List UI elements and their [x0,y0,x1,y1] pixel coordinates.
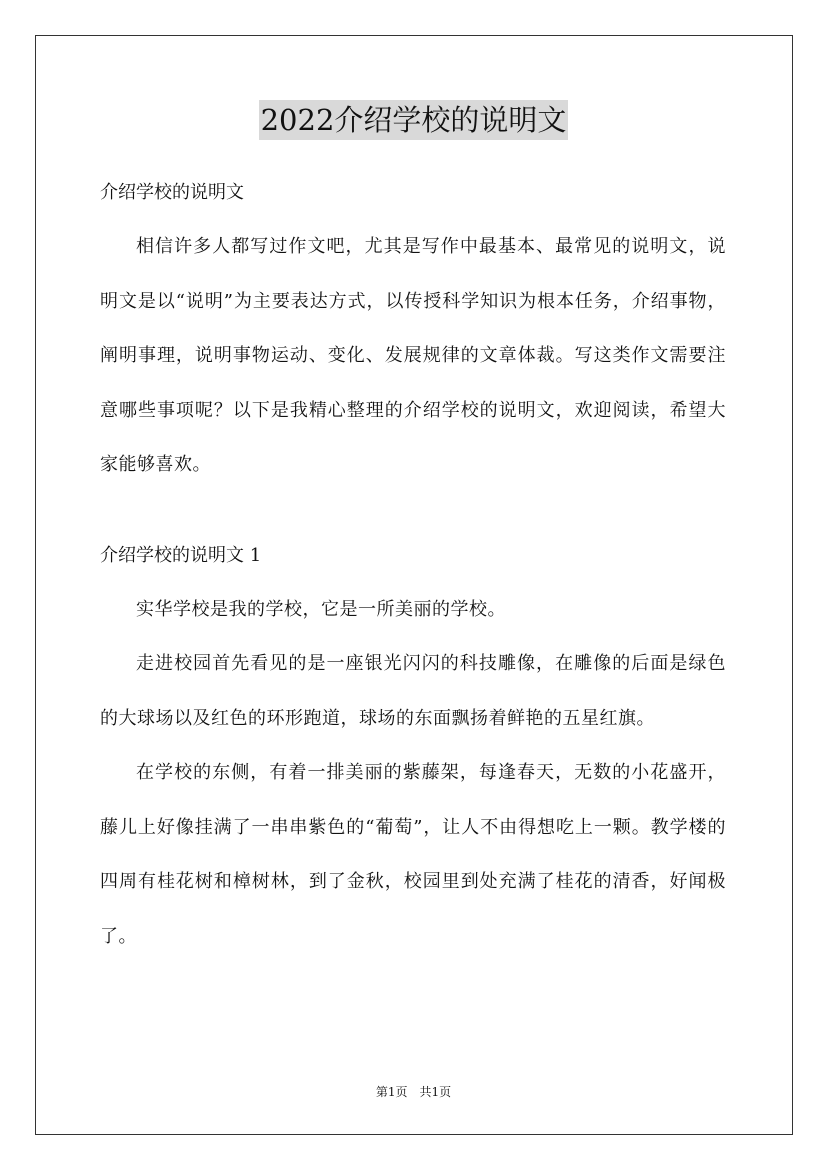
document-title[interactable]: 2022介绍学校的说明文 [259,100,569,140]
document-body [100,170,726,964]
section-1-paragraph[interactable]: 实华学校是我的学校，它是一所美丽的学校。 [136,598,506,620]
section-1-paragraph[interactable]: 走进校园首先看见的是一座银光闪闪的科技雕像，在雕像的后面是绿色的大球场以及红色的环形跑道，球场的东面飘扬着鲜艳的五星红旗。 [100,653,726,729]
section-1-heading[interactable]: 介绍学校的说明文 1 [100,544,262,566]
section-spacer [100,493,726,529]
page-number-footer: 第1页 共1页 [375,1085,452,1099]
title-container [0,100,827,140]
intro-heading[interactable]: 介绍学校的说明文 [100,182,244,203]
section-1-paragraph[interactable]: 在学校的东侧，有着一排美丽的紫藤架，每逢春天，无数的小花盛开，藤儿上好像挂满了一串串紫色的“葡萄”，让人不由得想吃上一颗。教学楼的四周有桂花树和樟树林，到了金秋，校园里到处充满了桂花的清香，好闻极了。 [100,762,726,947]
intro-paragraph[interactable]: 相信许多人都写过作文吧，尤其是写作中最基本、最常见的说明文，说明文是以“说明”为主要表达方式，以传授科学知识为根本任务，介绍事物，阐明事理，说明事物运动、变化、发展规律的文章体裁。写这类作文需要注意哪些事项呢？以下是我精心整理的介绍学校的说明文，欢迎阅读，希望大家能够喜欢。 [100,236,726,475]
